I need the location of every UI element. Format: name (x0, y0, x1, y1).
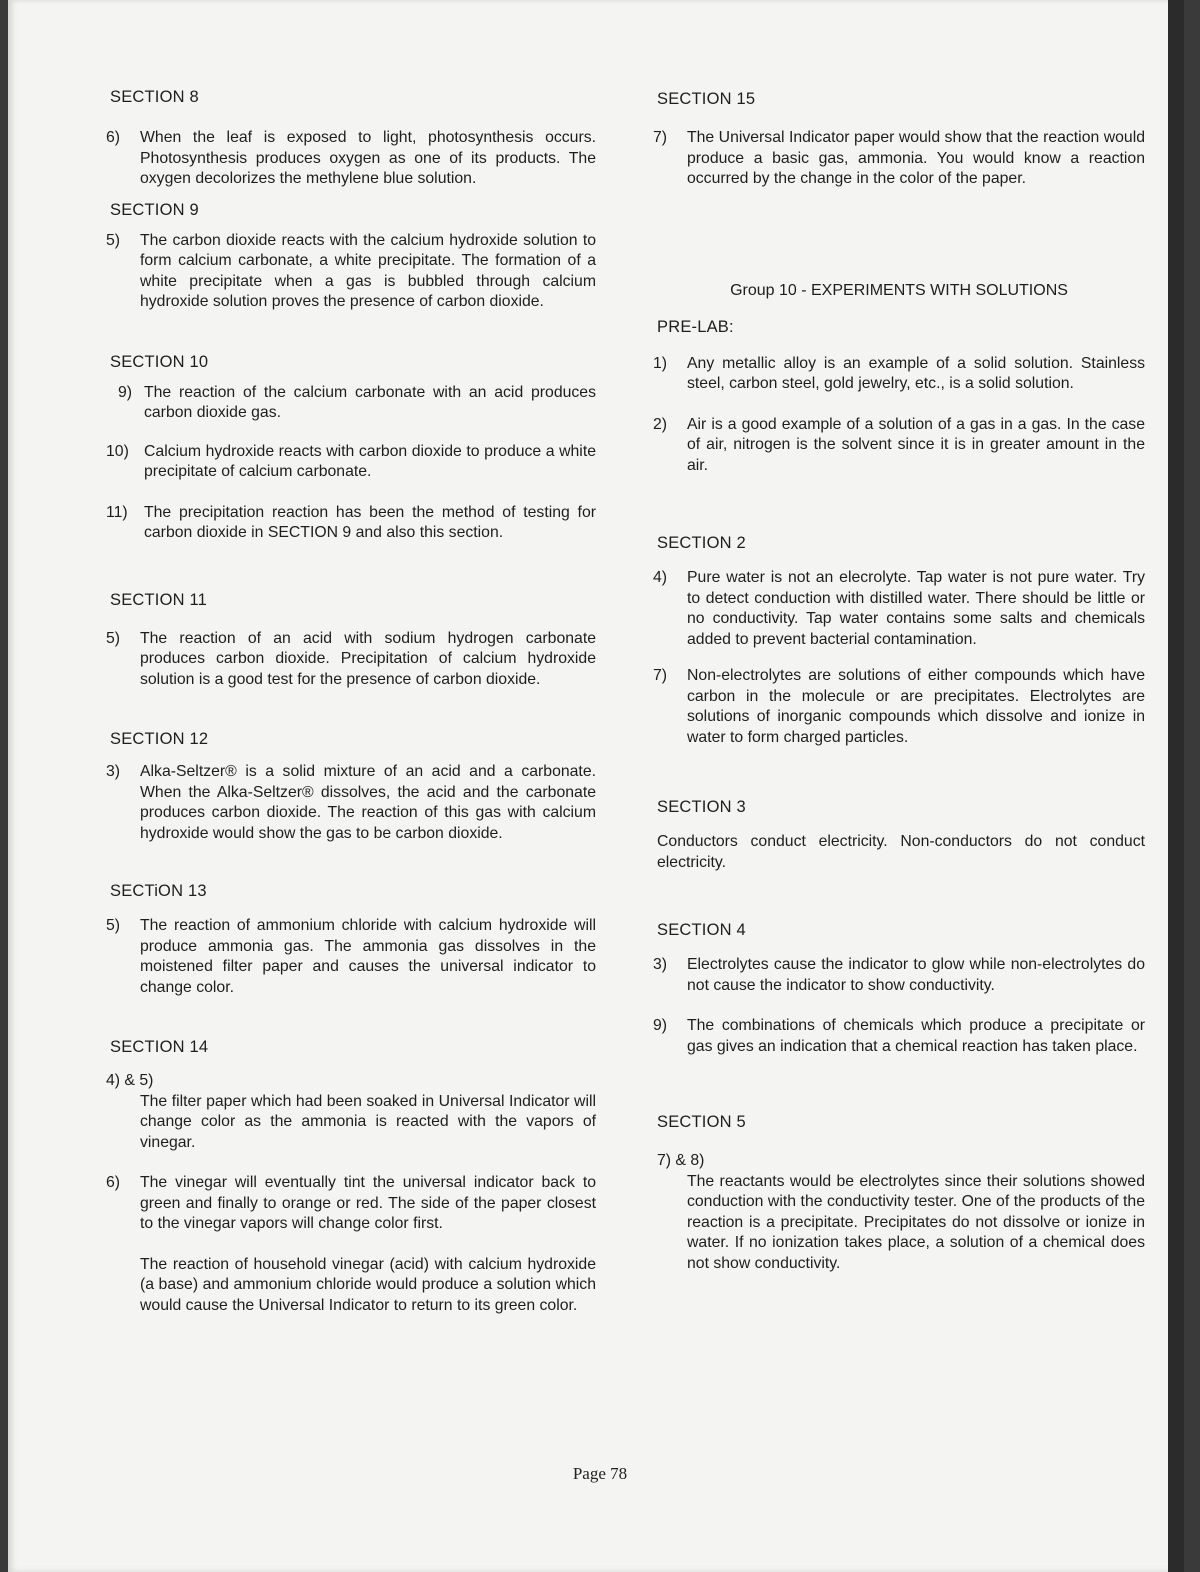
item-text: The reaction of ammonium chloride with calcium hydroxide will produce ammonia gas. The ammonia gas dissolves in the moistened filter paper and causes the universal indicator to change color. (140, 917, 596, 996)
item-text: The reaction of the calcium carbonate with an acid produces carbon dioxide gas. (144, 383, 596, 421)
left-column (106, 86, 596, 1316)
item-text: The filter paper which had been soaked in Universal Indicator will change color as the ammonia is reacted with the vapors of vinegar. (140, 1092, 596, 1151)
item-text: The reaction of an acid with sodium hydrogen carbonate produces carbon dioxide. Precipitation of calcium hydroxide solution is a good test for the presence of carbon dioxide. (140, 629, 596, 688)
group-title: Group 10 - EXPERIMENTS WITH SOLUTIONS (730, 281, 1068, 299)
item-number: 2) (653, 415, 668, 433)
item-text: The reactants would be electrolytes since their solutions showed conduction with the conductivity tester. One of the products of the reaction is a precipitate. Precipitates do not dissolve or ionize in water. If no ionization takes place, a solution of a chemical does not show conductivity. (687, 1172, 1145, 1272)
item-number: 7) (653, 667, 668, 684)
list-item (106, 383, 596, 424)
section-heading: SECTION 8 (110, 88, 199, 106)
list-item (106, 762, 596, 844)
item-number: 9) (118, 383, 133, 401)
section-heading: SECTION 3 (657, 798, 746, 816)
section-heading: SECTION 15 (657, 90, 756, 108)
item-label: 4) & 5) (106, 1072, 154, 1089)
section-heading: SECTION 11 (110, 590, 208, 609)
section-heading: SECTION 10 (110, 352, 209, 371)
list-item (106, 503, 596, 544)
item-text: Any metallic alloy is an example of a solid solution. Stainless steel, carbon steel, gold jewelry, etc., is a solid solution. (687, 354, 1145, 392)
page-number: Page 78 (572, 1464, 628, 1483)
section-heading: SECTION 2 (657, 534, 746, 552)
item-number: 6) (106, 129, 121, 146)
item-text: The precipitation reaction has been the method of testing for carbon dioxide in SECTION 9 and also this section. (144, 503, 596, 541)
list-item (653, 568, 1145, 650)
section-heading: SECTiON 13 (110, 882, 207, 900)
item-text: The vinegar will eventually tint the universal indicator back to green and finally to orange or red. The side of the paper closest to the vinegar vapors will change color first. (140, 1174, 596, 1232)
list-item (653, 128, 1145, 190)
list-item (106, 629, 596, 691)
section-heading: SECTION 14 (110, 1038, 209, 1056)
item-text: Alka-Seltzer® is a solid mixture of an acid and a carbonate. When the Alka-Seltzer® dissolves, the acid and the carbonate produces carbon dioxide. The reaction of this gas with calcium hydroxide would show the gas to be carbon dioxide. (140, 763, 596, 842)
item-number: 5) (106, 231, 121, 249)
item-text: The Universal Indicator paper would show that the reaction would produce a basic gas, ammonia. You would know a reaction occurred by the change in the color of the paper. (687, 129, 1145, 187)
item-label: 7) & 8) (657, 1152, 705, 1169)
item-number: 9) (653, 1017, 668, 1034)
section-heading: SECTION 9 (110, 200, 199, 219)
list-item (653, 1016, 1145, 1057)
list-item (106, 442, 596, 483)
item-number: 3) (653, 956, 668, 973)
list-item (106, 916, 596, 998)
item-number: 7) (653, 129, 668, 146)
document-page (8, 0, 1184, 1572)
item-text: The combinations of chemicals which produce a precipitate or gas gives an indication that a chemical reaction has taken place. (687, 1017, 1145, 1055)
item-text: Air is a good example of a solution of a gas in a gas. In the case of air, nitrogen is the solvent since it is in greater amount in the air. (687, 415, 1145, 474)
item-number: 5) (106, 629, 121, 647)
item-number: 1) (653, 354, 668, 372)
item-number: 5) (106, 917, 121, 934)
item-text: Electrolytes cause the indicator to glow while non-electrolytes do not cause the indicator to show conductivity. (687, 956, 1145, 994)
section-heading: SECTION 5 (657, 1113, 746, 1131)
list-item (106, 128, 596, 190)
item-number: 11) (106, 503, 128, 521)
list-item (653, 955, 1145, 996)
right-column (653, 86, 1145, 1274)
list-item (653, 354, 1145, 395)
item-text: Non-electrolytes are solutions of either compounds which have carbon in the molecule or are precipitates. Electrolytes are solutions of inorganic compounds which dissolve and ionize in water to form charged particles. (687, 667, 1145, 746)
list-item (653, 666, 1145, 748)
section-heading: SECTION 4 (657, 921, 746, 939)
item-number: 6) (106, 1174, 121, 1191)
list-item (653, 415, 1145, 477)
item-text: Calcium hydroxide reacts with carbon dioxide to produce a white precipitate of calcium carbonate. (144, 442, 596, 480)
item-number: 4) (653, 569, 668, 586)
item-text: The carbon dioxide reacts with the calcium hydroxide solution to form calcium carbonate, a white precipitate. The formation of a white precipitate when a gas is bubbled through calcium hydroxide solution proves the presence of carbon dioxide. (140, 231, 596, 310)
item-text: When the leaf is exposed to light, photosynthesis occurs. Photosynthesis produces oxygen as one of its products. The oxygen decolorizes the methylene blue solution. (140, 129, 596, 187)
section-heading: SECTION 12 (110, 730, 209, 748)
paragraph: The reaction of household vinegar (acid) with calcium hydroxide (a base) and ammonium chloride would produce a solution which would cause the Universal Indicator to return to its green color. (140, 1255, 596, 1314)
section-heading: PRE-LAB: (657, 317, 734, 336)
list-item (106, 1173, 596, 1235)
item-text: Pure water is not an elecrolyte. Tap water is not pure water. Try to detect conduction with distilled water. There should be little or no conductivity. Tap water contains some salts and chemicals added to prevent bacterial contamination. (687, 569, 1145, 648)
item-number: 3) (106, 763, 121, 780)
paragraph: Conductors conduct electricity. Non-conductors do not conduct electricity. (657, 833, 1145, 871)
item-number: 10) (106, 442, 129, 460)
page-binding-edge (1168, 0, 1184, 1572)
list-item (106, 231, 596, 313)
